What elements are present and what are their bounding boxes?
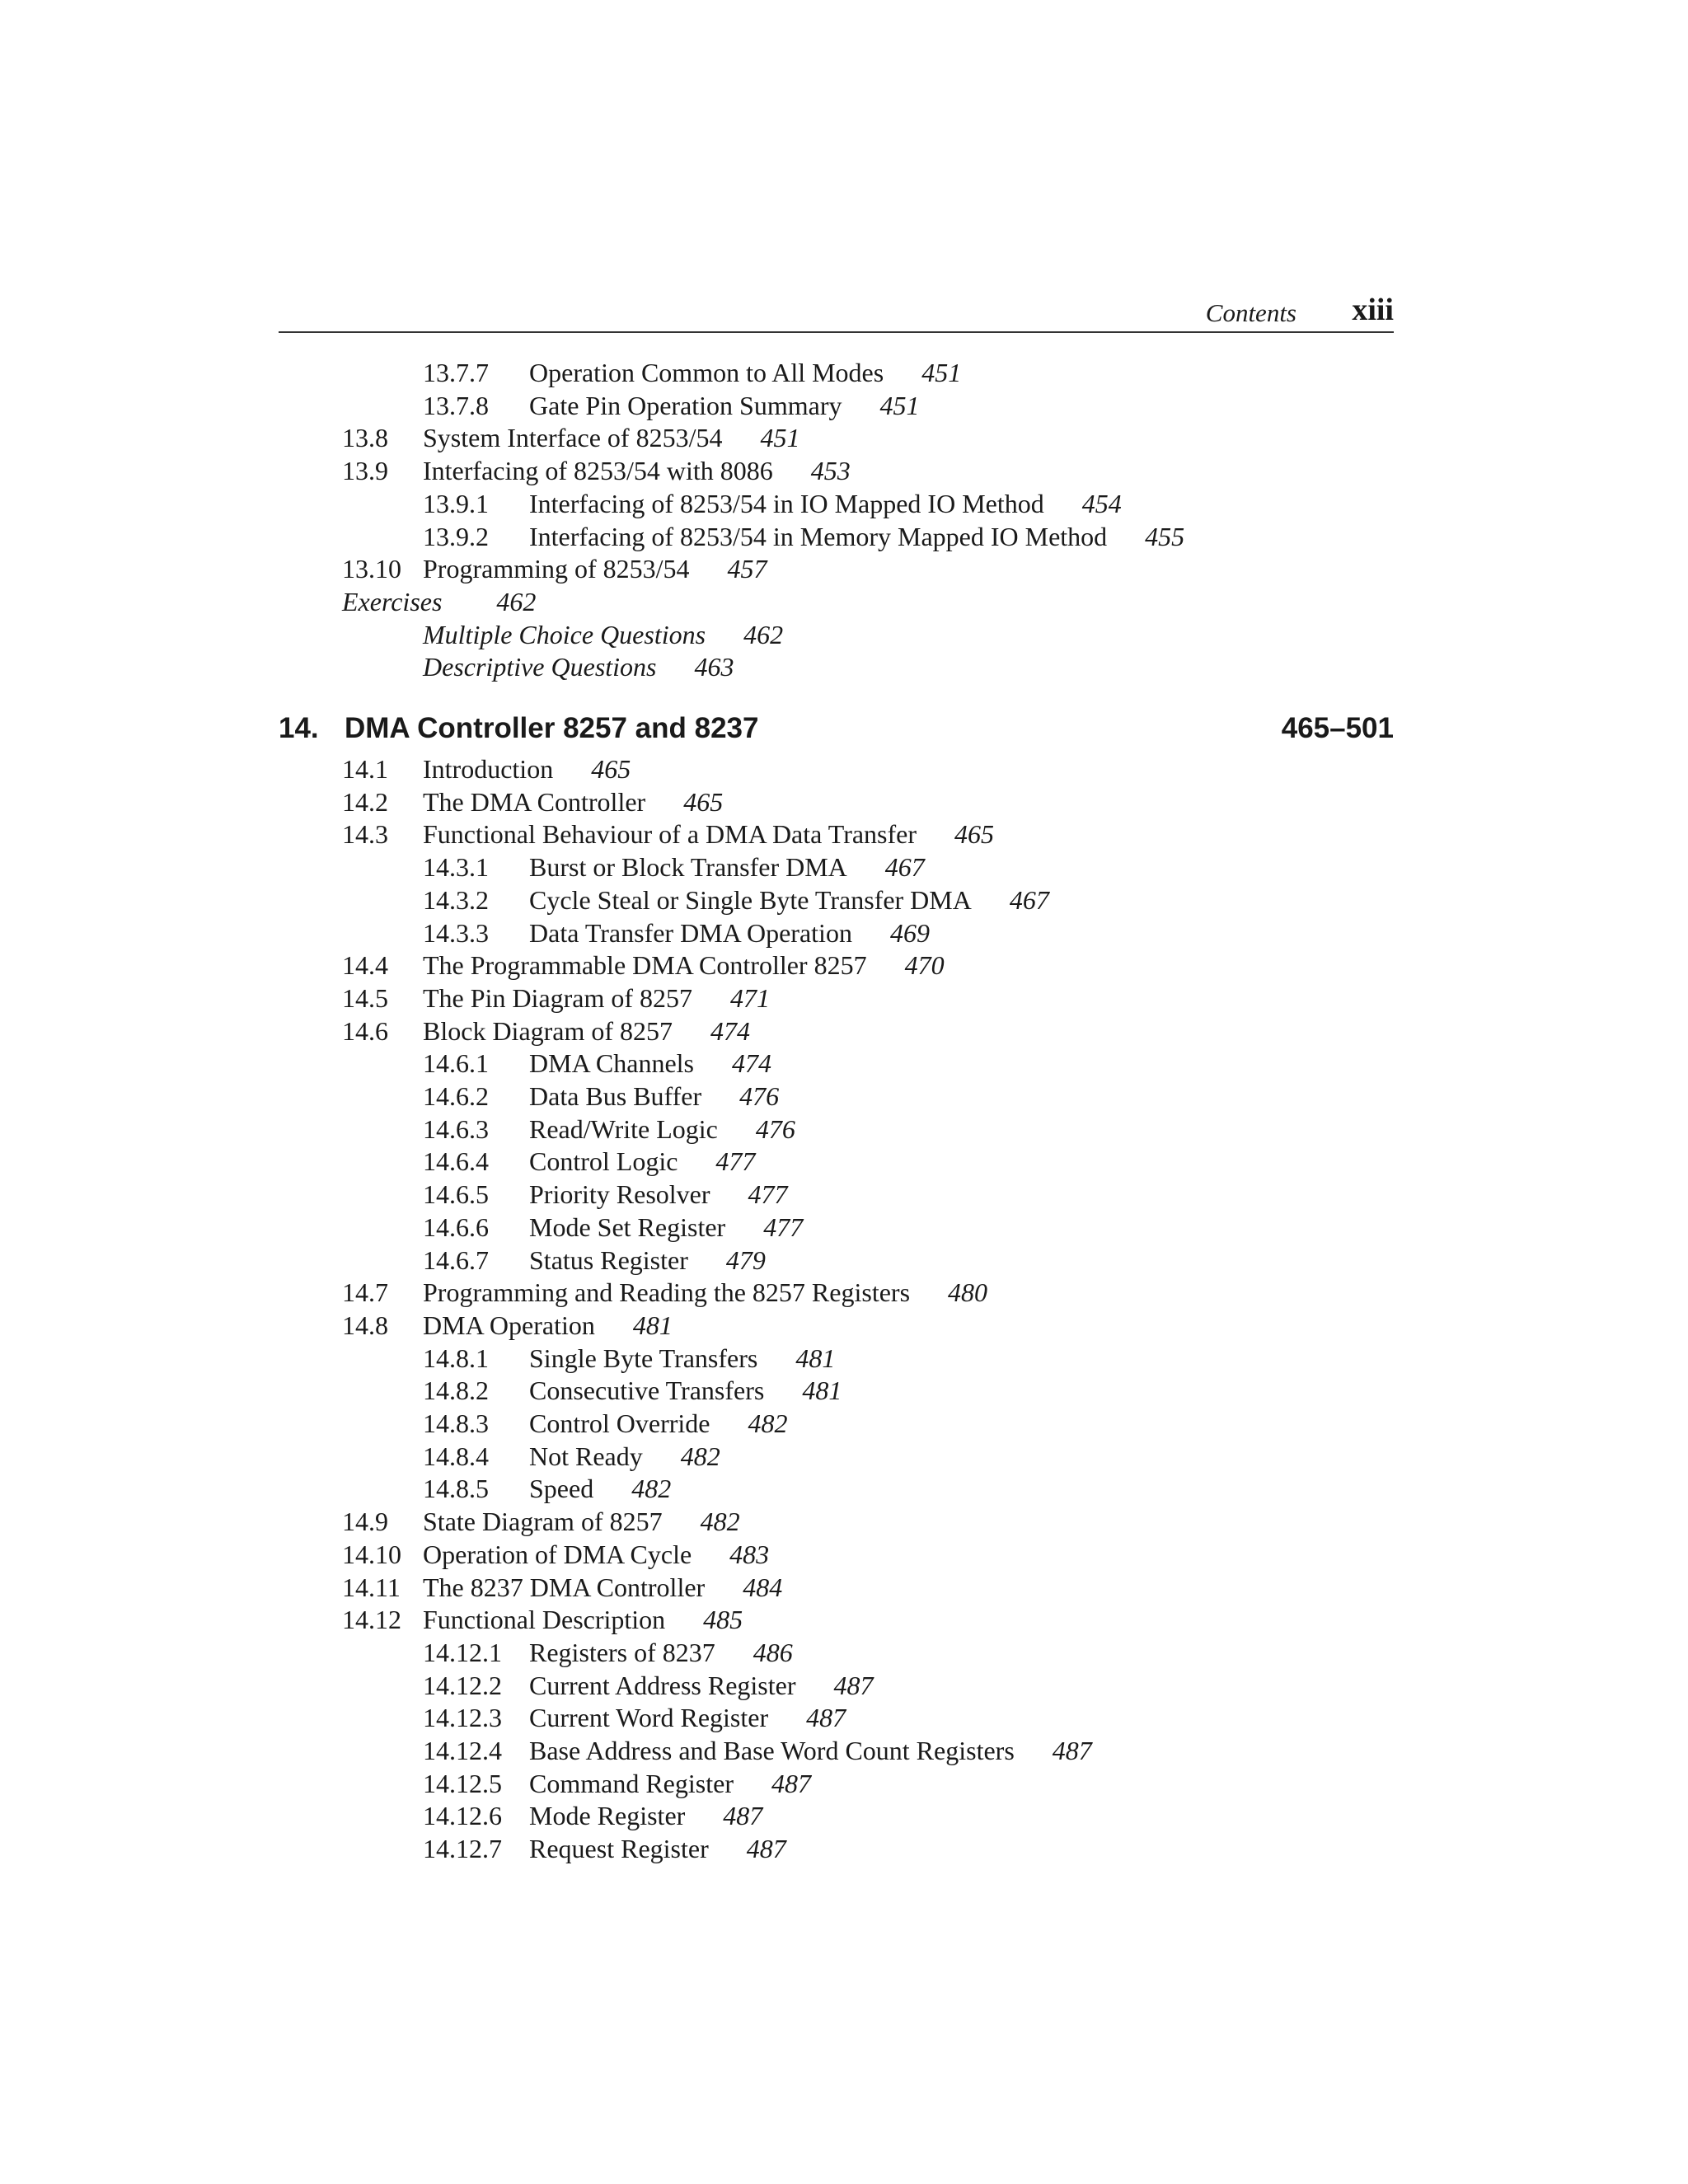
toc-entry-page: 465 — [683, 786, 724, 817]
toc-entry-page: 453 — [810, 456, 851, 486]
toc-entry-number: 14.12.3 — [423, 1703, 502, 1733]
toc-entry-title: Current Address Register — [529, 1670, 796, 1700]
toc-entry-title: Introduction — [423, 754, 554, 784]
toc-entry-title: Burst or Block Transfer DMA — [529, 852, 847, 883]
toc-entry-number: 14.12.1 — [423, 1637, 502, 1667]
toc-entry — [342, 949, 945, 982]
toc-entry-number: 14.7 — [342, 1277, 388, 1308]
toc-entry — [342, 1015, 750, 1047]
toc-entry-page: 484 — [743, 1572, 783, 1602]
toc-entry-title: Data Bus Buffer — [529, 1081, 702, 1111]
toc-entry-title: Registers of 8237 — [529, 1637, 715, 1667]
toc-entry-title: Exercises — [342, 586, 443, 616]
toc-entry-page: 481 — [632, 1310, 673, 1340]
toc-entry-title: Operation of DMA Cycle — [423, 1539, 692, 1569]
toc-entry-number: 14.4 — [342, 950, 388, 981]
toc-entry-page: 487 — [1052, 1736, 1092, 1765]
toc-entry — [423, 1047, 771, 1080]
toc-entry-title: Control Logic — [529, 1146, 678, 1177]
toc-entry — [423, 1832, 786, 1865]
toc-entry — [423, 1178, 788, 1211]
toc-entry-page: 487 — [746, 1834, 786, 1864]
toc-entry-number: 14.9 — [342, 1507, 388, 1537]
toc-entry — [423, 487, 1122, 520]
toc-entry-number: 14.10 — [342, 1539, 401, 1569]
toc-entry-page: 463 — [694, 652, 734, 682]
toc-entry-page: 486 — [753, 1637, 793, 1667]
toc-entry-title: The Programmable DMA Controller 8257 — [423, 950, 867, 981]
toc-entry-page: 481 — [795, 1343, 836, 1373]
toc-entry-number: 14.12 — [342, 1605, 401, 1635]
toc-entry-number: 14.8.3 — [423, 1408, 489, 1438]
toc-entry-title: The Pin Diagram of 8257 — [423, 982, 693, 1013]
toc-entry-title: Interfacing of 8253/54 in Memory Mapped IO Method — [529, 521, 1108, 551]
toc-entry-page: 470 — [904, 950, 945, 981]
toc-entry — [342, 1538, 769, 1571]
toc-entry-number: 14.12.2 — [423, 1670, 502, 1700]
toc-entry — [342, 752, 631, 785]
toc-entry-title: Speed — [529, 1474, 594, 1504]
toc-entry-number: 14.8.1 — [423, 1343, 489, 1373]
page-number: xiii — [1352, 293, 1394, 327]
toc-entry-title: The DMA Controller — [423, 786, 646, 817]
toc-entry-title: Current Word Register — [529, 1703, 769, 1733]
toc-entry-page: 476 — [755, 1113, 795, 1144]
chapter-page-range: 465–501 — [1281, 712, 1394, 744]
toc-entry-page: 451 — [879, 390, 920, 420]
toc-entry-number: 14.12.6 — [423, 1801, 502, 1831]
toc-entry — [423, 1472, 671, 1505]
toc-entry — [342, 818, 994, 851]
toc-entry-page: 451 — [921, 358, 962, 387]
toc-entry-title: Priority Resolver — [529, 1179, 710, 1210]
toc-entry-number: 14.2 — [342, 786, 388, 817]
toc-entry-page: 487 — [806, 1703, 846, 1733]
toc-entry — [423, 851, 925, 883]
toc-entry-title: Programming and Reading the 8257 Registers — [423, 1277, 911, 1308]
chapter-heading — [279, 710, 1394, 747]
toc-entry-title: Mode Register — [529, 1801, 686, 1831]
toc-entry — [342, 1309, 673, 1342]
toc-entry-page: 482 — [680, 1441, 720, 1471]
toc-entry-number: 14.8.5 — [423, 1474, 489, 1504]
toc-entry-number: 14.6.5 — [423, 1179, 489, 1210]
toc-entry-page: 465 — [591, 754, 631, 784]
toc-entry-page: 482 — [631, 1474, 672, 1504]
toc-entry — [423, 650, 734, 683]
toc-entry-number: 14.3.3 — [423, 917, 489, 948]
toc-entry-page: 479 — [725, 1244, 766, 1275]
toc-entry-page: 462 — [496, 586, 537, 616]
chapter-title: DMA Controller 8257 and 8237 — [345, 712, 759, 744]
toc-entry-title: State Diagram of 8257 — [423, 1507, 663, 1537]
toc-entry-page: 482 — [700, 1507, 740, 1537]
toc-entry-page: 487 — [833, 1670, 874, 1700]
toc-entry-number: 14.12.4 — [423, 1736, 502, 1765]
toc-entry — [423, 520, 1184, 553]
toc-entry — [423, 1211, 803, 1244]
toc-entry — [423, 618, 783, 651]
toc-entry — [423, 1080, 779, 1113]
toc-entry — [423, 1113, 795, 1146]
toc-entry — [342, 1505, 740, 1538]
toc-entry-page: 454 — [1081, 488, 1122, 518]
toc-entry-number: 14.8 — [342, 1310, 388, 1340]
toc-entry-title: Consecutive Transfers — [529, 1376, 765, 1406]
chapter-number: 14. — [279, 712, 319, 744]
toc-entry-page: 487 — [723, 1801, 763, 1831]
toc-entry — [342, 421, 799, 454]
toc-entry-title: System Interface of 8253/54 — [423, 423, 723, 453]
toc-entry-page: 455 — [1145, 521, 1185, 551]
toc-entry — [423, 1799, 762, 1832]
toc-entry-page: 477 — [715, 1146, 756, 1177]
page-header — [279, 290, 1394, 333]
toc-entry-number: 14.8.4 — [423, 1441, 489, 1471]
toc-entry-title: Data Transfer DMA Operation — [529, 917, 852, 948]
toc-entry — [342, 785, 723, 818]
toc-entry — [423, 1374, 842, 1407]
toc-entry — [423, 356, 961, 389]
toc-entry-page: 474 — [710, 1015, 751, 1046]
toc-entry-title: Interfacing of 8253/54 in IO Mapped IO Method — [529, 488, 1044, 518]
toc-entry-number: 13.10 — [342, 554, 401, 584]
toc-entry-title: Functional Description — [423, 1605, 666, 1635]
toc-entry — [423, 916, 930, 949]
toc-entry-title: Single Byte Transfers — [529, 1343, 758, 1373]
toc-entry-title: Functional Behaviour of a DMA Data Transfer — [423, 819, 917, 850]
toc-entry-page: 469 — [889, 917, 930, 948]
toc-entry-title: Base Address and Base Word Count Registers — [529, 1736, 1015, 1765]
toc-entry-number: 14.12.7 — [423, 1834, 502, 1864]
toc-entry — [342, 552, 767, 585]
toc-entry — [423, 1145, 755, 1178]
toc-entry — [342, 585, 536, 618]
toc-entry-number: 14.6.2 — [423, 1081, 489, 1111]
toc-entry — [423, 1734, 1092, 1767]
toc-entry-page: 482 — [748, 1408, 788, 1438]
toc-entry-number: 13.9.1 — [423, 488, 489, 518]
toc-entry-number: 14.3.1 — [423, 852, 489, 883]
toc-entry-title: Interfacing of 8253/54 with 8086 — [423, 456, 773, 486]
toc-entry — [423, 1407, 788, 1440]
toc-entry-page: 476 — [739, 1081, 780, 1111]
toc-entry-title: DMA Channels — [529, 1048, 694, 1079]
toc-entry-page: 487 — [771, 1768, 811, 1798]
toc-entry-title: Read/Write Logic — [529, 1113, 718, 1144]
toc-entry-page: 474 — [732, 1048, 771, 1079]
toc-entry-number: 13.8 — [342, 423, 388, 453]
toc-entry-page: 457 — [727, 554, 767, 584]
toc-entry-title: Block Diagram of 8257 — [423, 1015, 673, 1046]
toc-entry — [342, 454, 851, 487]
toc-entry-title: Control Override — [529, 1408, 710, 1438]
toc-entry-title: Mode Set Register — [529, 1212, 726, 1242]
toc-entry-number: 14.6.3 — [423, 1113, 489, 1144]
toc-entry-page: 477 — [763, 1212, 804, 1242]
toc-entry-number: 14.6 — [342, 1015, 388, 1046]
toc-entry — [423, 389, 919, 422]
toc-entry-number: 13.7.8 — [423, 390, 489, 420]
toc-entry-number: 14.6.4 — [423, 1146, 489, 1177]
toc-entry — [423, 1669, 874, 1702]
toc-entry — [423, 1342, 835, 1375]
toc-entry-page: 481 — [802, 1376, 842, 1406]
toc-entry-page: 467 — [884, 852, 925, 883]
toc-entry-page: 451 — [760, 423, 800, 453]
toc-entry-number: 14.6.1 — [423, 1048, 489, 1079]
toc-entry-title: Status Register — [529, 1244, 688, 1275]
toc-entry-page: 465 — [954, 819, 995, 850]
toc-entry-page: 462 — [743, 619, 784, 649]
toc-entry — [423, 1636, 793, 1669]
toc-entry — [423, 883, 1049, 916]
toc-entry-title: The 8237 DMA Controller — [423, 1572, 706, 1602]
toc-entry-title: Cycle Steal or Single Byte Transfer DMA — [529, 884, 972, 915]
running-title: Contents — [1205, 298, 1296, 327]
toc-entry-page: 467 — [1009, 884, 1049, 915]
toc-entry-title: Programming of 8253/54 — [423, 554, 690, 584]
toc-entry-number: 14.1 — [342, 754, 388, 784]
toc-entry-title: Gate Pin Operation Summary — [529, 390, 842, 420]
toc-entry-number: 14.8.2 — [423, 1376, 489, 1406]
toc-entry-page: 477 — [748, 1179, 788, 1210]
toc-entry-title: Operation Common to All Modes — [529, 358, 884, 387]
toc-entry-title: Request Register — [529, 1834, 709, 1864]
toc-entry — [423, 1767, 811, 1800]
toc-entry-number: 14.12.5 — [423, 1768, 502, 1798]
toc-entry — [342, 1571, 782, 1604]
toc-entry-number: 14.5 — [342, 982, 388, 1013]
toc-entry-number: 13.9 — [342, 456, 388, 486]
toc-entry-number: 14.6.6 — [423, 1212, 489, 1242]
toc-entry — [423, 1244, 766, 1277]
toc-entry-page: 471 — [730, 982, 771, 1013]
toc-entry-number: 14.11 — [342, 1572, 401, 1602]
toc-entry-page: 483 — [729, 1539, 770, 1569]
toc-entry-number: 14.3 — [342, 819, 388, 850]
toc-entry-title: Descriptive Questions — [423, 652, 657, 682]
toc-entry-number: 14.3.2 — [423, 884, 489, 915]
toc-entry-number: 13.9.2 — [423, 521, 489, 551]
toc-entry-number: 14.6.7 — [423, 1244, 489, 1275]
toc-entry — [342, 1276, 987, 1309]
toc-entry-title: Not Ready — [529, 1441, 643, 1471]
toc-entry-title: DMA Operation — [423, 1310, 595, 1340]
toc-entry — [342, 982, 770, 1015]
toc-entry-number: 13.7.7 — [423, 358, 489, 387]
toc-entry-page: 480 — [948, 1277, 988, 1308]
toc-entry-title: Multiple Choice Questions — [423, 619, 706, 649]
toc-entry-page: 485 — [703, 1605, 743, 1635]
toc-entry — [342, 1603, 743, 1636]
toc-entry-title: Command Register — [529, 1768, 734, 1798]
toc-entry — [423, 1440, 720, 1473]
toc-entry — [423, 1701, 846, 1734]
